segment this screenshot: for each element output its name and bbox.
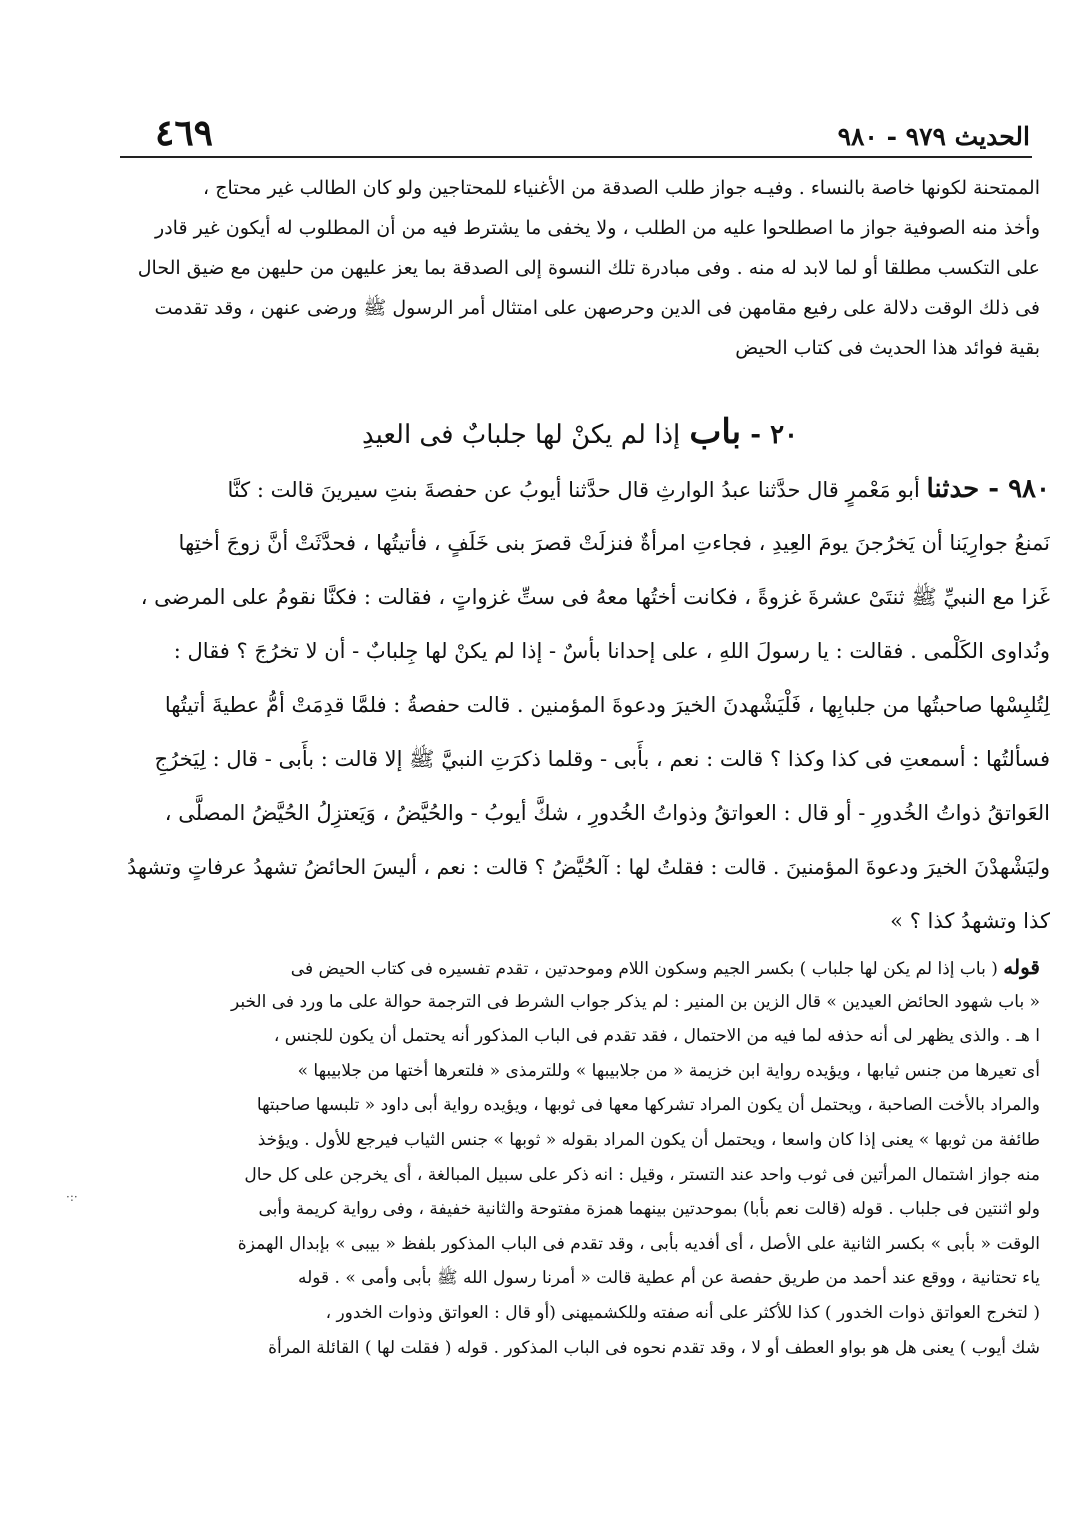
commentary-line: « باب شهود الحائض العيدين » قال الزين بن المنير : لم يذكر جواب الشرط فى الترجمة حوالة على ما ورد فى الخبر [230,991,1040,1012]
chapter-number: ٢٠ - [750,420,798,450]
running-head: الحديث ٩٧٩ - ٩٨٠ [837,122,1030,151]
commentary-line: أى تعيرها من جنس ثيابها ، ويؤيده رواية ابن خزيمة « من جلابيبها » وللترمذى « فلتعرها أختها من جلابيبها » [297,1060,1040,1081]
page-header [120,108,1030,158]
commentary-line: الوقت « بأبى » بكسر الثانية على الأصل ، أى أفديه بأبى ، وقد تقدم فى الباب المذكور بلفظ « بيبى » بإبدال الهمزة [237,1233,1040,1254]
commentary-line: والمراد بالأخت الصاحبة ، ويحتمل أن يكون المراد تشركها معها فى ثوبها ، ويؤيده رواية أبى داود « تلبسها صاحبتها [256,1095,1040,1116]
hadith-line: نَمنعُ جوارِيَنا أن يَخرُجنَ يومَ العِيدِ ، فجاءتِ امرأةٌ فنزلَتْ قصرَ بنى خَلَفٍ ، فأتيتُها ، فحدَّثَتْ أنَّ زوجَ أختِها [178,531,1050,555]
commentary-line: طائفة من ثوبها » يعنى إذا كان واسعا ، ويحتمل أن يكون المراد بقوله « ثوبها » جنس الثياب فيرجع للأول . ويؤخذ [257,1129,1040,1150]
page-number: ٤٦٩ [155,112,214,154]
commentary-text [120,950,1040,1365]
commentary-line: ياء تحتانية ، ووقع عند أحمد من طريق حفصة عن أم عطية قالت « أمرنا رسول الله ﷺ بأبى وأمى » . قوله [297,1268,1040,1289]
intro-line: بقية فوائد هذا الحديث فى كتاب الحيض [735,337,1040,359]
hadith-line: فسألتُها : أسمعتِ فى كذا وكذا ؟ قالت : نعم ، بأَبى - وقلما ذكرَتِ النبيَّ ﷺ إلا قالت : بأَبى - قال : لِيَخرُجِ [154,747,1050,771]
intro-line: فى ذلك الوقت دلالة على رفيع مقامهن فى الدين وحرصهن على امتثال أمر الرسول ﷺ ورضى عنهن ، وقد تقدمت [154,297,1040,319]
commentary-line [120,950,1040,985]
header-rule [120,156,1032,158]
chapter-word: باب [689,412,742,452]
hadith-line: ونُداوى الكَلْمى . فقالت : يا رسولَ اللهِ ، على إحدانا بأسٌ - إذا لم يكنْ لها جِلبابٌ - أن لا تخرُجَ ؟ فقال : [173,639,1050,663]
intro-paragraph [120,168,1040,368]
intro-line: على التكسب مطلقا أو لما لابد له منه . وفى مبادرة تلك النسوة إلى الصدقة بما يعز عليهن من حليهن مع ضيق الحال [137,257,1040,279]
hadith-line: كذا وتشهدُ كذا ؟ » [890,909,1050,933]
hadith-text [120,462,1050,948]
commentary-line: شك أيوب ) يعنى هل هو بواو العطف أو لا ، وقد تقدم نحوه فى الباب المذكور . قوله ( فقلت لها ) القائلة المرأة [268,1337,1040,1358]
hadith-line: وليَشْهدْنَ الخيرَ ودعوةَ المؤمنينَ . قالت : فقلتُ لها : آلحُيَّضُ ؟ قالت : نعم ، أليسَ الحائضُ تشهدُ عرفاتٍ وتشهدُ [127,855,1050,879]
commentary-line: ( لتخرج العواتق ذوات الخدور ) كذا للأكثر على أنه صفته وللكشميهنى (أو قال : العواتق وذوات الخدور ، [325,1302,1040,1323]
margin-mark: ·:· [66,1190,78,1204]
hadith-line: العَواتقُ ذواتُ الخُدورِ - أو قال : العواتقُ وذواتُ الخُدورِ ، شكَّ أيوبُ - والحُيَّضُ ، وَيَعتزِلُ الحُيَّضُ المصلَّى ، [164,801,1050,825]
commentary-line: ولو اثنتين فى جلباب . قوله (قالت نعم بأبا) بموحدتين بينهما همزة مفتوحة والثانية خفيفة ، وفى رواية كريمة وأبى [258,1199,1040,1220]
hadith-number: ٩٨٠ - حدثنا [926,474,1050,504]
intro-line: الممتحنة لكونها خاصة بالنساء . وفيـه جواز طلب الصدقة من الأغنياء للمحتاجين ولو كان الطالب غير محتاج ، [203,177,1040,199]
hadith-line-text: أبو مَعْمرٍ قال حدَّثنا عبدُ الوارثِ قال حدَّثنا أيوبُ عن حفصةَ بنتِ سيرينَ قالت : كنَّا [227,478,920,502]
commentary-keyword: قوله [1003,955,1040,979]
commentary-line: منه جواز اشتمال المرأتين فى ثوب واحد عند التستر ، وقيل : انه ذكر على سبيل المبالغة ، أى يخرجن على كل حال [244,1164,1040,1185]
hadith-line [120,462,1050,516]
commentary-line-text: ( باب إذا لم يكن لها جلباب ) بكسر الجيم وسكون اللام وموحدتين ، تقدم تفسيره فى كتاب الحيض فى [290,959,998,979]
chapter-title: إذا لم يكنْ لها جلبابٌ فى العيدِ [361,420,681,450]
hadith-line: لِتُلبِسْها صاحبتُها من جلبابِها ، فَلْيَشْهدنَ الخيرَ ودعوةَ المؤمنين . قالت حفصةُ : فلمَّا قدِمَتْ أمُّ عطيةَ أتيتُها [164,693,1050,717]
hadith-line: غَزا مع النبيِّ ﷺ ثنتَىْ عشرةَ غزوةً ، فكانت أختُها معهُ فى ستِّ غزواتٍ ، فقالت : فكنَّا نقومُ على المرضى ، [140,585,1050,609]
intro-line: وأخذ منه الصوفية جواز ما اصطلحوا عليه من الطلب ، ولا يخفى ما يشترط فيه من أن المطلوب له أيكون غير قادر [155,217,1040,239]
commentary-line: ا هـ . والذى يظهر لى أنه حذفه لما فيه من الاحتمال ، فقد تقدم فى الباب المذكور أنه يحتمل أن يكون للجنس ، [273,1026,1040,1047]
chapter-heading [120,406,1040,458]
